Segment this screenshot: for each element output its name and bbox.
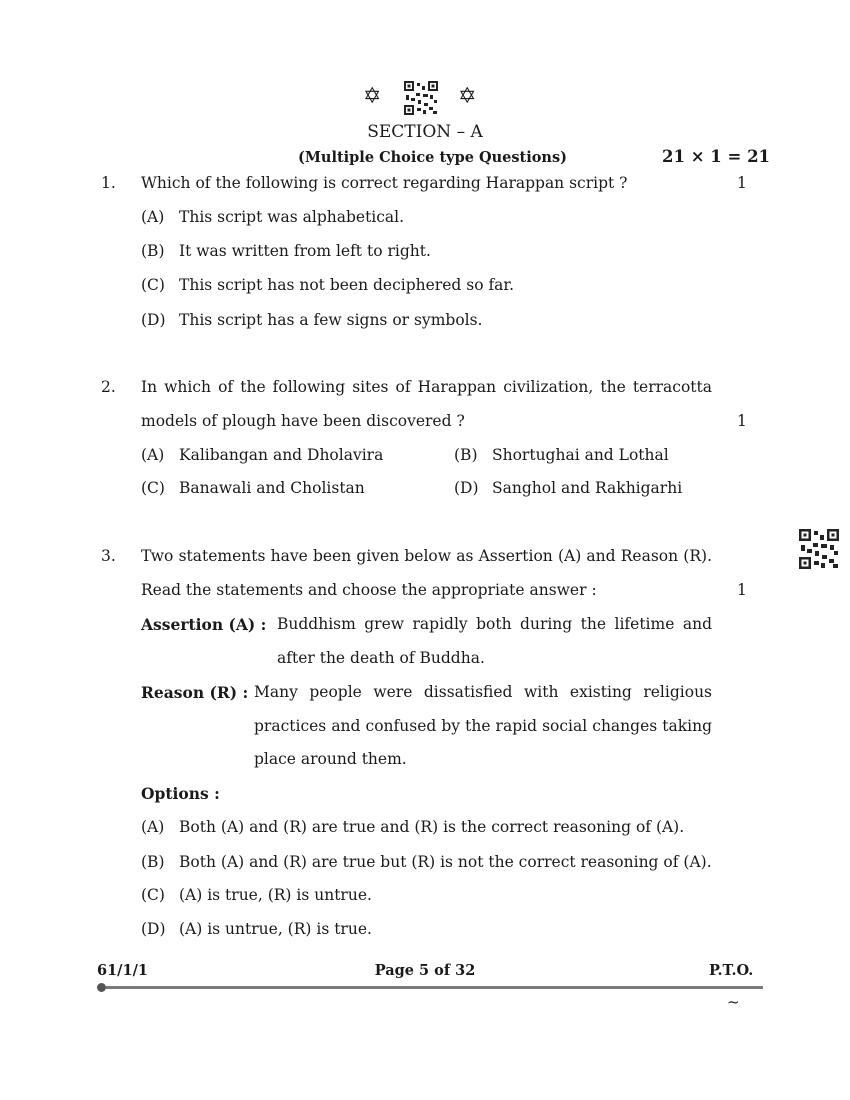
reason-label: Reason (R) : <box>141 683 249 702</box>
question-1-option-c <box>141 276 514 294</box>
option-text: Banawali and Cholistan <box>179 479 365 497</box>
option-text: Sanghol and Rakhigarhi <box>492 479 683 497</box>
star-of-david-right-icon: ✡ <box>458 84 477 109</box>
question-3-number: 3. <box>101 547 116 565</box>
question-3-option-b <box>141 853 712 871</box>
option-text: Both (A) and (R) are true and (R) is the correct reasoning of (A). <box>179 818 685 836</box>
section-marks: 21 × 1 = 21 <box>662 147 771 166</box>
option-text: (A) is true, (R) is untrue. <box>179 886 372 904</box>
question-1-text: Which of the following is correct regarding Harappan script ? <box>141 174 628 192</box>
paper-code: 61/1/1 <box>97 962 148 979</box>
question-3-option-a <box>141 818 684 836</box>
question-2-option-c <box>141 479 365 497</box>
option-text: This script has not been deciphered so far. <box>179 276 515 294</box>
option-letter: (D) <box>454 479 479 497</box>
question-2-text-line1: In which of the following sites of Harappan civilization, the terracotta <box>141 378 712 396</box>
option-letter: (B) <box>141 853 165 871</box>
section-title: SECTION – A <box>367 122 483 142</box>
option-letter: (A) <box>141 446 165 464</box>
question-2-marks: 1 <box>737 412 747 430</box>
reason-text-line1: Many people were dissatisfied with existing religious <box>254 683 712 701</box>
option-text: It was written from left to right. <box>179 242 431 260</box>
option-letter: (C) <box>141 276 165 294</box>
question-1-marks: 1 <box>737 174 747 192</box>
section-subtitle: (Multiple Choice type Questions) <box>298 149 567 166</box>
question-3-marks: 1 <box>737 581 747 599</box>
option-letter: (B) <box>141 242 165 260</box>
assertion-text-line2: after the death of Buddha. <box>277 649 485 667</box>
question-1-number: 1. <box>101 174 116 192</box>
question-2-number: 2. <box>101 378 116 396</box>
question-3-option-c <box>141 886 372 904</box>
option-letter: (D) <box>141 920 166 938</box>
question-1-option-b <box>141 242 431 260</box>
footer-bullet-icon <box>97 983 106 992</box>
reason-text-line3: place around them. <box>254 750 407 768</box>
option-letter: (A) <box>141 818 165 836</box>
option-text: Kalibangan and Dholavira <box>179 446 384 464</box>
question-2-option-a <box>141 446 383 464</box>
question-1-option-a <box>141 208 404 226</box>
star-of-david-left-icon: ✡ <box>363 84 382 109</box>
options-heading: Options : <box>141 784 220 803</box>
option-text: Shortughai and Lothal <box>492 446 669 464</box>
reason-text-line2: practices and confused by the rapid social changes taking <box>254 717 712 735</box>
option-text: Both (A) and (R) are true but (R) is not the correct reasoning of (A). <box>179 853 712 871</box>
option-letter: (B) <box>454 446 478 464</box>
assertion-text-line1: Buddhism grew rapidly both during the lifetime and <box>277 615 712 633</box>
question-2-option-b <box>454 446 669 464</box>
option-letter: (C) <box>141 886 165 904</box>
option-text: This script has a few signs or symbols. <box>179 311 483 329</box>
option-text: (A) is untrue, (R) is true. <box>179 920 372 938</box>
qr-code-header-icon <box>404 81 438 115</box>
footer-divider <box>106 986 763 989</box>
question-3-text-line2: Read the statements and choose the appropriate answer : <box>141 581 597 599</box>
qr-code-side-icon <box>799 529 839 569</box>
footer-tilde: ~ <box>727 993 740 1011</box>
option-letter: (C) <box>141 479 165 497</box>
assertion-label: Assertion (A) : <box>141 615 267 634</box>
question-2-text-line2: models of plough have been discovered ? <box>141 412 465 430</box>
question-3-option-d <box>141 920 372 938</box>
page-number: Page 5 of 32 <box>374 962 476 979</box>
pto-label: P.T.O. <box>709 962 754 979</box>
question-2-option-d <box>454 479 682 497</box>
question-3-text-line1: Two statements have been given below as Assertion (A) and Reason (R). <box>141 547 712 565</box>
option-letter: (A) <box>141 208 165 226</box>
option-text: This script was alphabetical. <box>179 208 405 226</box>
option-letter: (D) <box>141 311 166 329</box>
question-1-option-d <box>141 311 482 329</box>
